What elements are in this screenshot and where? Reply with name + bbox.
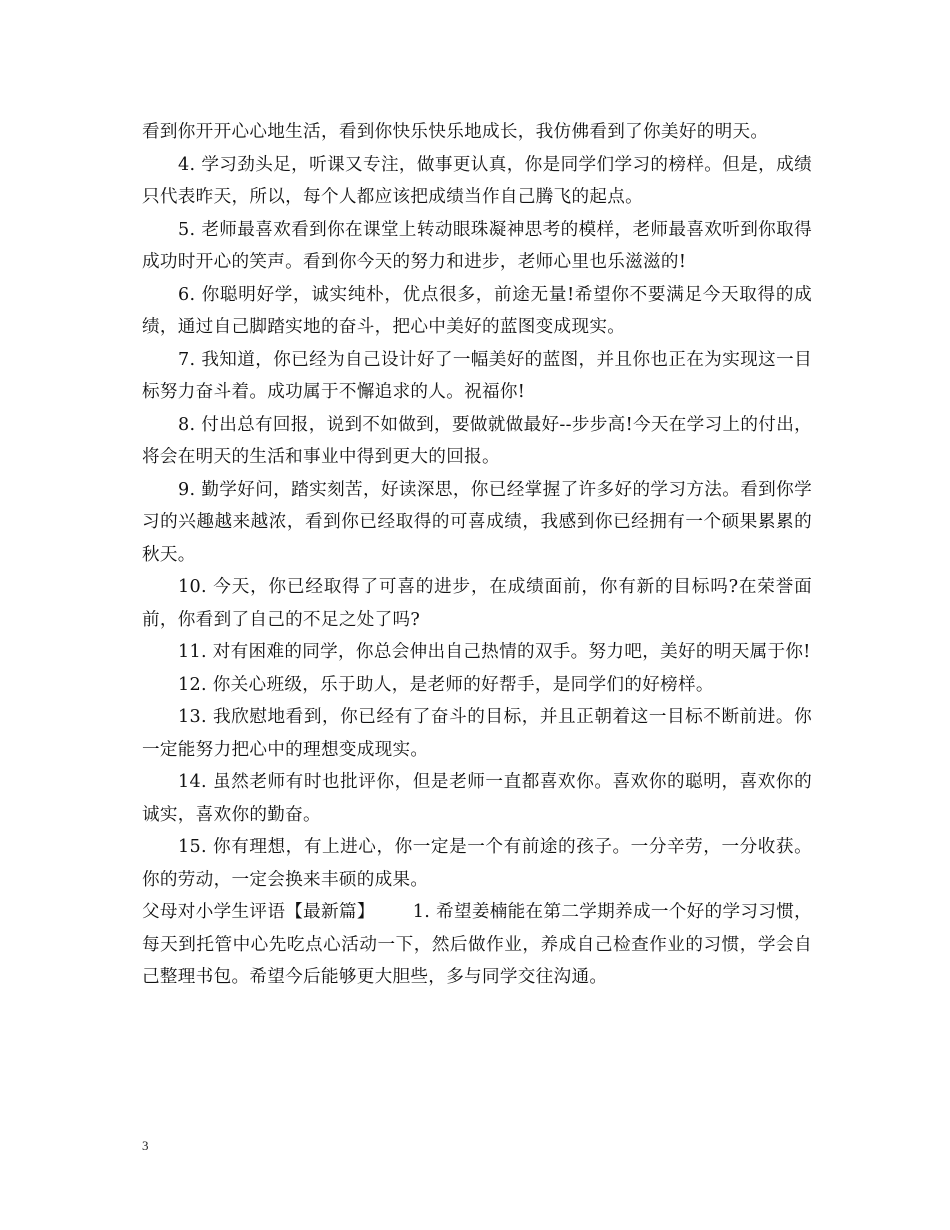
paragraph-comment-5: 5. 老师最喜欢看到你在课堂上转动眼珠凝神思考的模样，老师最喜欢听到你取得成功时开心的笑声。看到你今天的努力和进步，老师心里也乐滋滋的! <box>142 219 812 272</box>
paragraph-comment-15: 15. 你有理想，有上进心，你一定是一个有前途的孩子。一分辛劳，一分收获。你的劳动，一定会换来丰硕的成果。 <box>142 837 812 890</box>
paragraph-comment-4: 4. 学习劲头足，听课又专注，做事更认真，你是同学们学习的榜样。但是，成绩只代表昨天，所以，每个人都应该把成绩当作自己腾飞的起点。 <box>142 154 812 207</box>
section-paragraph <box>142 896 812 994</box>
paragraph-comment-8: 8. 付出总有回报，说到不如做到，要做就做最好--步步高!今天在学习上的付出，将会在明天的生活和事业中得到更大的回报。 <box>142 414 812 467</box>
paragraph-comment-11: 11. 对有困难的同学，你总会伸出自己热情的双手。努力吧，美好的明天属于你! <box>178 642 811 662</box>
paragraph-comment-13: 13. 我欣慰地看到，你已经有了奋斗的目标，并且正朝着这一目标不断前进。你一定能努力把心中的理想变成现实。 <box>142 707 812 760</box>
paragraph-comment-12: 12. 你关心班级，乐于助人，是老师的好帮手，是同学们的好榜样。 <box>178 674 714 695</box>
paragraph-continuation: 看到你开开心心地生活，看到你快乐快乐地成长，我仿佛看到了你美好的明天。 <box>142 122 769 142</box>
paragraph-comment-10: 10. 今天，你已经取得了可喜的进步，在成绩面前，你有新的目标吗?在荣誉面前，你看到了自己的不足之处了吗? <box>142 577 812 630</box>
document-body <box>142 116 812 994</box>
paragraph-comment-14: 14. 虽然老师有时也批评你，但是老师一直都喜欢你。喜欢你的聪明，喜欢你的诚实，喜欢你的勤奋。 <box>142 772 812 825</box>
page-number: 3 <box>142 1138 149 1153</box>
section-first-paragraph: 1. 希望姜楠能在第二学期养成一个好的学习习惯，每天到托管中心先吃点心活动一下，然后做作业，养成自己检查作业的习惯，学会自己整理书包。希望今后能够更大胆些，多与同学交往沟通。 <box>142 902 812 987</box>
paragraph-comment-7: 7. 我知道，你已经为自己设计好了一幅美好的蓝图，并且你也正在为实现这一目标努力奋斗着。成功属于不懈追求的人。祝福你! <box>142 349 812 402</box>
paragraph-comment-9: 9. 勤学好问，踏实刻苦，好读深思，你已经掌握了许多好的学习方法。看到你学习的兴趣越来越浓，看到你已经取得的可喜成绩，我感到你已经拥有一个硕果累累的秋天。 <box>142 479 812 565</box>
section-heading: 父母对小学生评语【最新篇】 <box>142 902 375 922</box>
paragraph-comment-6: 6. 你聪明好学，诚实纯朴，优点很多，前途无量!希望你不要满足今天取得的成绩，通过自己脚踏实地的奋斗，把心中美好的蓝图变成现实。 <box>142 284 812 337</box>
